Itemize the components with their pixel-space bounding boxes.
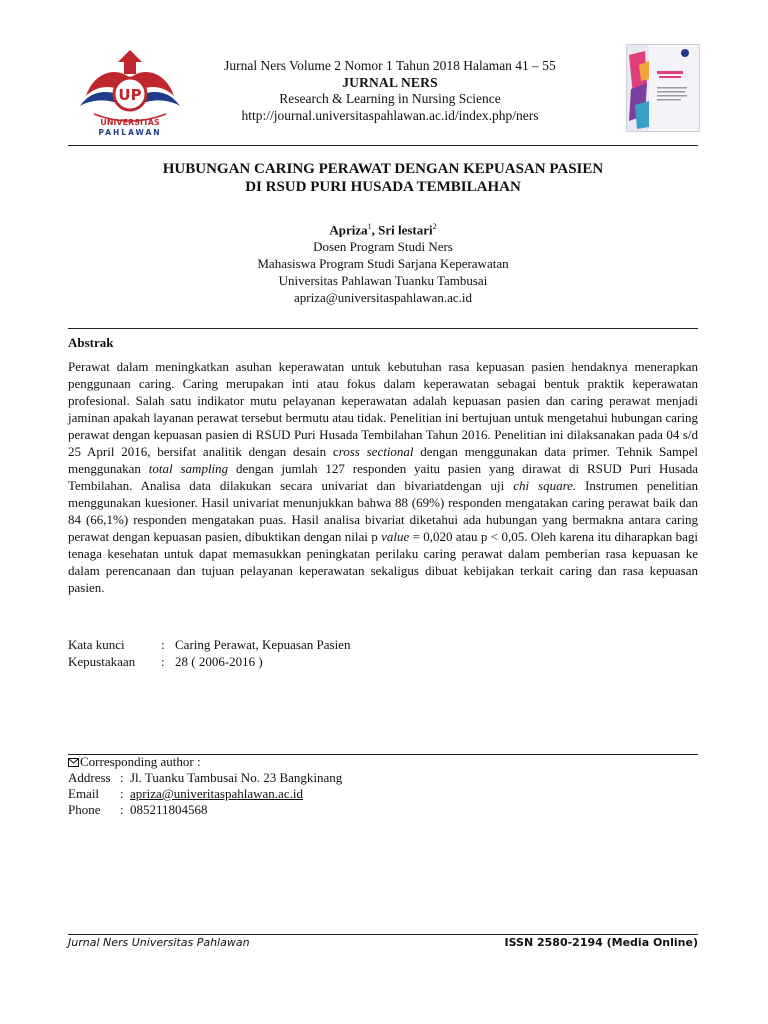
author-2-sup: 2 bbox=[432, 222, 437, 231]
footer-divider bbox=[68, 934, 698, 935]
abstract-text-4: Instrumen penelitian menggunakan kuesioner. Hasil univariat menunjukkan bahwa 88 (69%) responden mengatakan caring perawat baik dan 84 (66,1%) responden mengatakan puas. Hasil analisa bivariat diketahui ada hubungan yang bermakna antara caring perawat dengan kepuasan pasien, dibuktikan dengan nilai p bbox=[68, 478, 699, 544]
phone-value: 085211804568 bbox=[130, 802, 208, 817]
email-row bbox=[68, 786, 342, 802]
references-value: 28 ( 2006-2016 ) bbox=[175, 654, 263, 669]
header-divider bbox=[68, 145, 698, 146]
envelope-icon bbox=[68, 758, 79, 767]
abstract-italic-2: total sampling bbox=[148, 461, 229, 476]
logo-text-bottom: PAHLAWAN bbox=[98, 128, 162, 137]
author-2: Sri lestari bbox=[378, 222, 433, 238]
abstract-text-3: dengan jumlah 127 responden yaitu pasien yang dirawat di RSUD Puri Husada Tembilahan. Analisa data dilakukan secara univariat dan bivariatdengan uji bbox=[68, 461, 699, 493]
footer-journal-name: Jurnal Ners Universitas Pahlawan bbox=[68, 936, 250, 949]
address-colon: : bbox=[120, 770, 124, 785]
references-row bbox=[68, 653, 350, 670]
keywords-value: Caring Perawat, Kepuasan Pasien bbox=[175, 637, 351, 652]
journal-header bbox=[190, 58, 590, 124]
logo-text-top: UNIVERSITAS bbox=[100, 118, 160, 127]
address-value: Jl. Tuanku Tambusai No. 23 Bangkinang bbox=[130, 770, 343, 785]
footer-issn: ISSN 2580-2194 (Media Online) bbox=[504, 936, 698, 949]
abstract-italic-1: ross sectional bbox=[338, 444, 414, 459]
address-label: Address bbox=[68, 770, 111, 785]
phone-colon: : bbox=[120, 802, 124, 817]
correspondence-block bbox=[68, 754, 342, 818]
university-logo-icon bbox=[76, 44, 184, 140]
abstract-text-5: = 0,020 atau p < 0,05. Oleh karena itu diharapkan bagi tenaga kesehatan untuk dapat memasukkan peningkatan perilaku caring perawat dalam pemberian rasa kepuasan ke dalam perencanaan dan tujuan pelayanan keperawatan sekaligus dibuat kebijakan terkait caring dan rasa kepuasan pasien. bbox=[68, 529, 698, 595]
affiliation-2: Mahasiswa Program Studi Sarjana Keperawatan bbox=[257, 256, 509, 272]
correspondence-heading-row bbox=[68, 754, 342, 770]
page-footer bbox=[68, 936, 698, 950]
references-colon: : bbox=[161, 654, 165, 669]
address-row bbox=[68, 770, 342, 786]
journal-url[interactable]: http://journal.universitaspahlawan.ac.id/index.php/ners bbox=[241, 107, 539, 123]
author-names bbox=[68, 218, 698, 238]
abstract-text-1: Perawat dalam meningkatkan asuhan keperawatan untuk kebutuhan rasa kepuasan pasien hendaknya menerapkan penggunaan caring. Caring merupakan inti atau fokus dalam keperawatan sebagai bentuk praktik keperawatan profesional. Salah satu indikator mutu pelayanan keperawatan adalah kepuasan pasien dan caring perawat menjadi jaminan apakah layanan perawat tersebut bermutu atau tidak. Penelitian ini bertujuan untuk mengetahui hubungan caring perawat dengan kepuasan pasien di RSUD Puri Husada Tembilahan Tahun 2016. Penelitian ini dilaksanakan pada 04 s/d 25 April 2016, bersifat analitik dengan desain c bbox=[68, 359, 698, 459]
keywords-label: Kata kunci bbox=[68, 637, 125, 652]
abstract-divider bbox=[68, 328, 698, 329]
keywords-block bbox=[68, 636, 350, 670]
email-label: Email bbox=[68, 786, 100, 801]
affiliation-1: Dosen Program Studi Ners bbox=[313, 239, 453, 255]
affiliation-3: Universitas Pahlawan Tuanku Tambusai bbox=[278, 273, 488, 289]
phone-row bbox=[68, 802, 342, 818]
journal-cover-thumbnail bbox=[626, 44, 700, 132]
abstract-italic-3: chi square. bbox=[513, 478, 577, 493]
abstract-body bbox=[68, 358, 698, 596]
keywords-row bbox=[68, 636, 350, 653]
abstract-text-2: dengan menggunakan data primer. Tehnik Sampel menggunakan bbox=[68, 444, 698, 476]
author-1-sup: 1 bbox=[367, 222, 372, 231]
article-title-line-2: DI RSUD PURI HUSADA TEMBILAHAN bbox=[245, 179, 521, 195]
article-title-line-1: HUBUNGAN CARING PERAWAT DENGAN KEPUASAN PASIEN bbox=[162, 161, 604, 177]
author-1: Apriza bbox=[329, 222, 368, 238]
email-link[interactable]: apriza@univeritaspahlawan.ac.id bbox=[130, 786, 303, 801]
article-title bbox=[68, 160, 698, 196]
keywords-colon: : bbox=[161, 637, 165, 652]
journal-volume-line: Jurnal Ners Volume 2 Nomor 1 Tahun 2018 Halaman 41 – 55 bbox=[224, 58, 556, 73]
svg-text:UP: UP bbox=[118, 86, 142, 104]
author-block bbox=[68, 218, 698, 306]
abstract-heading: Abstrak bbox=[68, 335, 114, 350]
journal-subtitle: Research & Learning in Nursing Science bbox=[279, 91, 501, 106]
author-separator: , bbox=[371, 222, 379, 238]
author-email[interactable]: apriza@universitaspahlawan.ac.id bbox=[293, 290, 472, 306]
references-label: Kepustakaan bbox=[68, 654, 136, 669]
abstract-italic-4: value bbox=[381, 529, 410, 544]
phone-label: Phone bbox=[68, 802, 101, 817]
journal-name: JURNAL NERS bbox=[342, 74, 438, 90]
email-colon: : bbox=[120, 786, 124, 801]
correspondence-heading: Corresponding author : bbox=[80, 754, 201, 769]
